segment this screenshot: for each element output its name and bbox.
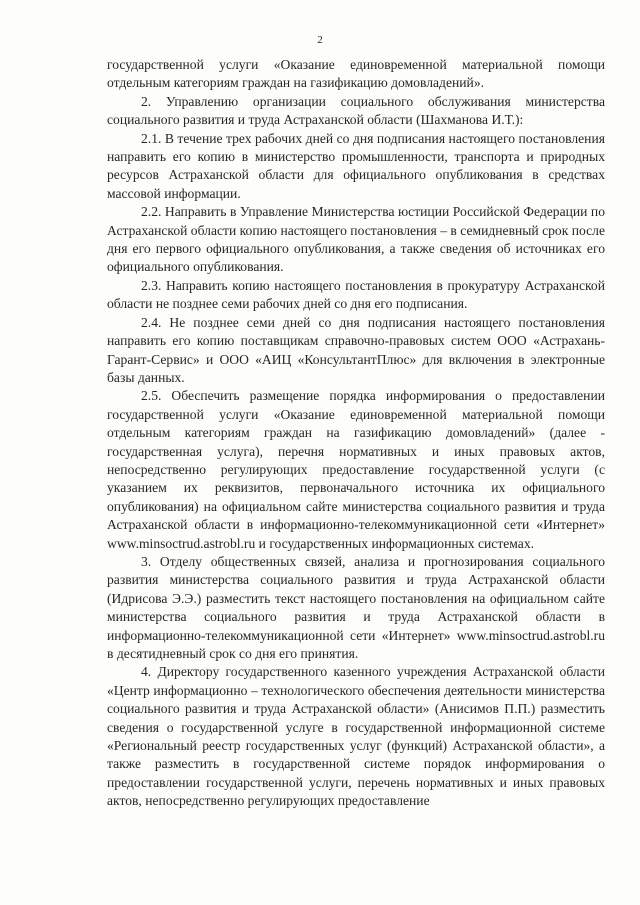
page-number: 2 [317,34,323,46]
paragraph: 2.1. В течение трех рабочих дней со дня подписания настоящего постановления направить его копию в министерство промышленности, транспорта и природных ресурсов Астраханской области для официального опубликования в средствах массовой информации. [107,130,605,201]
paragraph: 2. Управлению организации социального обслуживания министерства социального развития и труда Астраханской области (Шахманова И.Т.): [107,93,605,128]
paragraph: 3. Отделу общественных связей, анализа и прогнозирования социального развития министерства социального развития и труда Астраханской области (Идрисова Э.Э.) разместить текст настоящего постановления на официальном сайте министерства социального развития и труда Астраханской области в информационно-телекоммуникационной сети «Интернет» www.minsoctrud.astrobl.ru в десятидневный срок со дня его принятия. [107,553,605,661]
paragraph: 2.2. Направить в Управление Министерства юстиции Российской Федерации по Астраханской области копию настоящего постановления – в семидневный срок после дня его первого официального опубликования, а также сведения об источниках его официального опубликования. [107,204,605,275]
paragraph: 4. Директору государственного казенного учреждения Астраханской области «Центр информационно – технологического обеспечения деятельности министерства социального развития и труда Астраханской области» (Анисимов П.П.) разместить сведения о государственной услуге в государственной информационной системе «Региональный реестр государственных услуг (функций) Астраханской области», а также разместить в государственной системе порядок информирования о предоставлении государственной услуги, перечень нормативных и иных правовых актов, непосредственно регулирующих предоставление [107,664,605,809]
paragraph: 2.3. Направить копию настоящего постановления в прокуратуру Астраханской области не позднее семи рабочих дней со дня его подписания. [107,277,605,312]
paragraph: 2.4. Не позднее семи дней со дня подписания настоящего постановления направить его копию поставщикам справочно-правовых систем ООО «Астрахань-Гарант-Сервис» и ООО «АИЦ «КонсультантПлюс» для включения в электронные базы данных. [107,314,605,385]
document-body [107,56,605,811]
paragraph: государственной услуги «Оказание единовременной материальной помощи отдельным категориям граждан на газификацию домовладений». [107,57,605,91]
paragraph: 2.5. Обеспечить размещение порядка информирования о предоставлении государственной услуги «Оказание единовременной материальной помощи отдельным категориям граждан на газификацию домовладений» (далее - государственная услуга), перечня нормативных и иных правовых актов, непосредственно регулирующих предоставление государственной услуги (с указанием их реквизитов, первоначального источника их официального опубликования) на официальном сайте министерства социального развития и труда Астраханской области в информационно-телекоммуникационной сети «Интернет» www.minsoctrud.astrobl.ru и государственных информационных системах. [107,388,605,551]
